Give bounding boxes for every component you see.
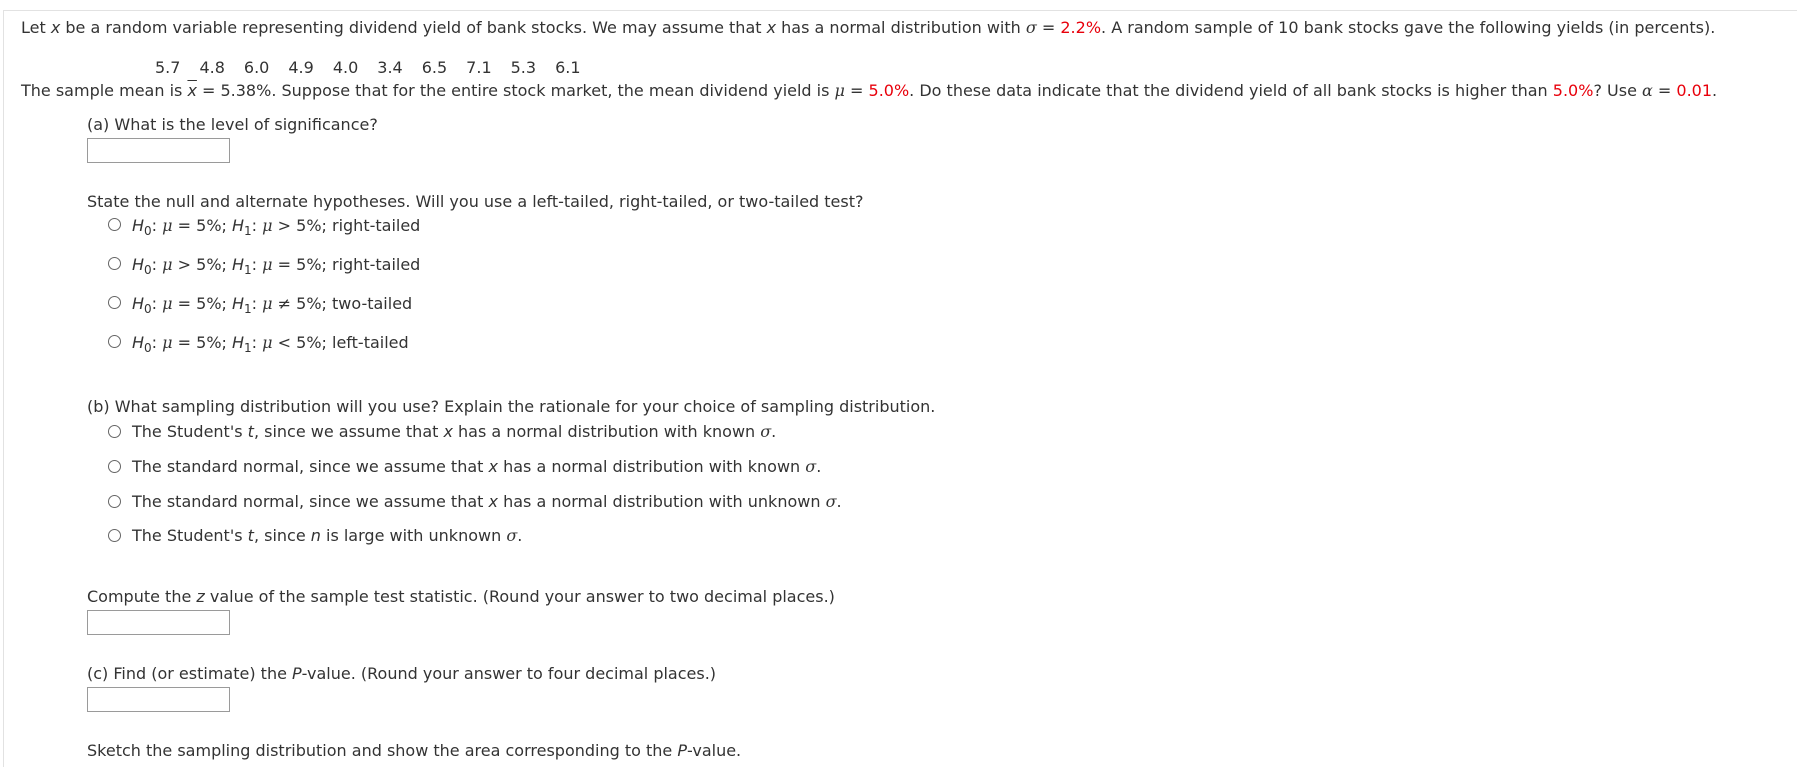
part-a-question: (a) What is the level of significance? bbox=[87, 115, 378, 134]
distribution-option-2-radio[interactable] bbox=[108, 460, 121, 473]
distribution-option-2[interactable]: The standard normal, since we assume that x has a normal distribution with known σ. bbox=[132, 457, 822, 476]
sketch-instruction: Sketch the sampling distribution and show the area corresponding to the P-value. bbox=[87, 741, 742, 760]
part-b-question: (b) What sampling distribution will you use? Explain the rationale for your choice of sampling distribution. bbox=[87, 397, 936, 416]
p-value-answer-input[interactable] bbox=[87, 687, 230, 712]
part-c-question: (c) Find (or estimate) the P-value. (Round your answer to four decimal places.) bbox=[87, 664, 717, 683]
hypotheses-question: State the null and alternate hypotheses. Will you use a left-tailed, right-tailed, or two-tailed test? bbox=[87, 192, 864, 211]
sample-mean-text: The sample mean is $\overline{x} = 5.38\%$. Suppose that for the entire stock market, the mean dividend yield is μ = 5.0%. Do these data indicate that the dividend yield of all bank stocks is higher than 5.0%? Use α = 0.01. bbox=[21, 81, 1718, 100]
intro-text: Let x be a random variable representing dividend yield of bank stocks. We may assume that x has a normal distribution with σ = 2.2%. A random sample of 10 bank stocks gave the following yields (in percents). bbox=[21, 18, 1716, 37]
data-value: 6.0 bbox=[243, 58, 270, 77]
sigma-value: 2.2% bbox=[1060, 18, 1102, 37]
data-value: 3.4 bbox=[377, 58, 403, 77]
hypothesis-option-2[interactable]: $H_0$: μ > 5%; $H_1$: μ = 5%; right-tailed bbox=[132, 255, 421, 277]
distribution-option-3-radio[interactable] bbox=[108, 495, 121, 508]
data-values bbox=[155, 58, 600, 78]
data-value: 6.5 bbox=[421, 58, 448, 77]
data-value: 6.1 bbox=[555, 58, 581, 77]
distribution-option-4[interactable]: The Student's t, since n is large with unknown σ. bbox=[132, 526, 523, 545]
data-value: 5.3 bbox=[510, 58, 537, 77]
distribution-option-1-radio[interactable] bbox=[108, 425, 121, 438]
hypothesis-option-4-radio[interactable] bbox=[108, 335, 121, 348]
hypothesis-option-2-radio[interactable] bbox=[108, 257, 121, 270]
z-value-question: Compute the z value of the sample test statistic. (Round your answer to two decimal places.) bbox=[87, 587, 835, 606]
hypothesis-option-4[interactable]: $H_0$: μ = 5%; $H_1$: μ < 5%; left-tailed bbox=[132, 333, 409, 355]
hypothesis-option-1[interactable]: $H_0$: μ = 5%; $H_1$: μ > 5%; right-tailed bbox=[132, 216, 421, 238]
hypothesis-option-3-radio[interactable] bbox=[108, 296, 121, 309]
data-value: 4.8 bbox=[199, 58, 225, 77]
distribution-option-3[interactable]: The standard normal, since we assume that x has a normal distribution with unknown σ. bbox=[132, 492, 842, 511]
data-value: 4.9 bbox=[288, 58, 314, 77]
data-value: 7.1 bbox=[466, 58, 492, 77]
significance-answer-input[interactable] bbox=[87, 138, 230, 163]
distribution-option-1[interactable]: The Student's t, since we assume that x has a normal distribution with known σ. bbox=[132, 422, 777, 441]
data-value: 4.0 bbox=[332, 58, 359, 77]
hypothesis-option-1-radio[interactable] bbox=[108, 218, 121, 231]
z-value-answer-input[interactable] bbox=[87, 610, 230, 635]
hypothesis-option-3[interactable]: $H_0$: μ = 5%; $H_1$: μ ≠ 5%; two-tailed bbox=[132, 294, 413, 316]
data-value: 5.7 bbox=[155, 58, 181, 77]
distribution-option-4-radio[interactable] bbox=[108, 529, 121, 542]
